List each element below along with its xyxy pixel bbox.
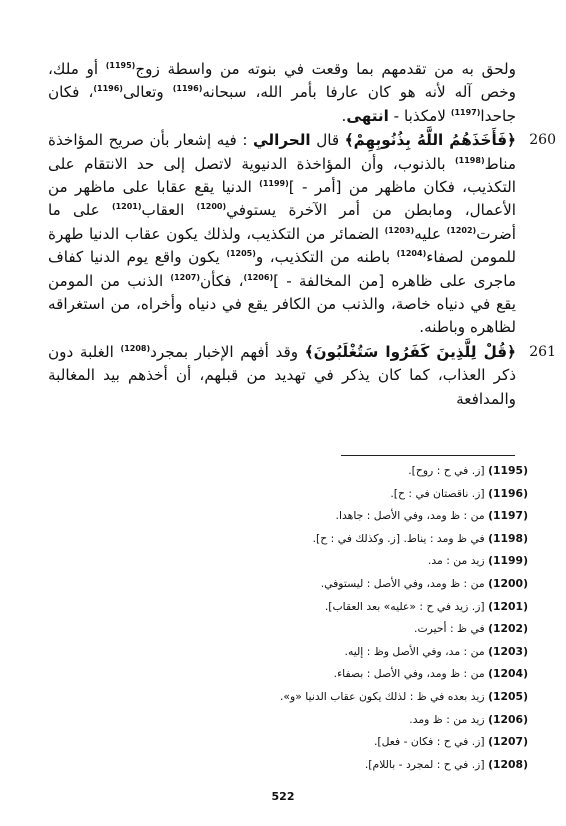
- emphasis-text: انتهى: [346, 106, 389, 125]
- footnote-number: (1206): [488, 712, 528, 726]
- text-run: على ما أضرت: [48, 201, 516, 243]
- footnote-text: من : ظ ومد، وفي الأصل : ليستوفي.: [320, 576, 485, 590]
- footnote-item: [48, 528, 528, 551]
- footnote-item: [48, 754, 528, 777]
- page-number: 522: [271, 790, 295, 803]
- footnote-text: في ظ : أحيرت.: [414, 622, 485, 636]
- entry-paragraph: [48, 129, 556, 340]
- quran-verse: ﴿فَأَخَذَهُمُ اللَّهُ بِذُنُوبِهِمْ﴾: [344, 131, 516, 150]
- text-run: ، فكأن: [199, 271, 244, 290]
- entry-paragraph: [48, 341, 556, 411]
- text-run: وقد أفهم الإخبار بمجرد: [150, 342, 305, 361]
- footnotes: [48, 460, 528, 776]
- footnote-ref: (1200): [196, 202, 227, 212]
- footnote-number: (1205): [488, 689, 528, 703]
- footnote-text: من : ظ ومد، وفي الأصل : جاهدا.: [335, 509, 485, 523]
- footnote-number: (1202): [488, 622, 528, 636]
- footnote-ref: (1203): [384, 225, 415, 235]
- footnote-text: زيد بعده في ظ : لذلك يكون عقاب الدنيا «و».: [279, 689, 485, 703]
- footnote-text: في ظ ومد : يناط. [ز. وكذلك في : ح].: [312, 531, 485, 545]
- paragraph: [48, 58, 516, 128]
- text-run: الغلبة دون ذكر العذاب، كما كان يذكر في تهديد من قبلهم، أن أخذهم بيد المغالبة والمدافعة: [48, 342, 516, 408]
- text-run: الضمائر من التكذيب، ولذلك يكون عقاب الدنيا طهرة للمومن لصفاء: [48, 224, 517, 267]
- text-run: ، فكان جاحدا: [48, 83, 516, 125]
- text-run: يكون واقع يوم الدنيا كفاف ماجرى على ظاهره [من المخالفة - ]: [48, 248, 517, 290]
- footnote-item: [48, 618, 528, 641]
- footnote-number: (1207): [488, 735, 528, 749]
- footnote-number: (1196): [488, 486, 528, 500]
- text-run: عليه: [414, 224, 447, 243]
- footnote-number: (1197): [488, 509, 528, 523]
- text-run: : فيه إشعار بأن صريح المؤاخذة مناط: [48, 131, 516, 173]
- footnote-item: [48, 460, 528, 483]
- text-run: وتعالى: [122, 83, 173, 102]
- footnote-item: [48, 483, 528, 506]
- footnote-text: من : ظ ومد، وفي الأصل : بصفاء.: [333, 667, 485, 681]
- footnote-item: [48, 505, 528, 528]
- footnote-number: (1200): [488, 576, 528, 590]
- footnote-item: [48, 641, 528, 664]
- footnote-number: (1203): [488, 644, 528, 658]
- text-run: باطنه من التكذيب، و: [255, 248, 397, 267]
- footnote-ref: (1196): [93, 84, 123, 94]
- footnote-separator: [341, 455, 515, 456]
- footnote-number: (1199): [488, 554, 528, 568]
- footnote-ref: (1208): [120, 343, 151, 353]
- footnote-text: زيد من : مد.: [427, 554, 485, 568]
- footnote-text: [ز. في ح : لمجرد - باللام].: [364, 757, 485, 771]
- footnote-number: (1201): [488, 599, 528, 613]
- entry-number: 261: [529, 343, 556, 360]
- footnote-item: [48, 709, 528, 732]
- footnote-ref: (1205): [226, 249, 256, 259]
- footnote-ref: (1204): [396, 249, 427, 259]
- footnote-ref: (1201): [111, 202, 142, 212]
- footnote-item: [48, 573, 528, 596]
- footnote-text: [ز. في ح : فكان - فعل].: [373, 735, 485, 749]
- footnote-number: (1195): [488, 464, 528, 477]
- footnote-number: (1198): [488, 531, 528, 545]
- footnote-ref: (1206): [243, 272, 274, 282]
- text-run: لامكذبا -: [388, 106, 451, 125]
- text-run: الذنب من المومن يقع في دنياه خاصة، والذنب من الكافر يقع في دنياه وأخراه، من استغراقه لظاهره وباطنه.: [48, 271, 516, 337]
- footnote-text: [ز. زيد في ح : «عليه» بعد العقاب].: [324, 599, 485, 613]
- footnote-text: [ز. في ح : روح].: [408, 464, 485, 477]
- footnote-item: [48, 596, 528, 619]
- main-text: [48, 58, 556, 411]
- footnote-number: (1204): [488, 667, 528, 681]
- footnote-text: [ز. ناقصتان في : ح].: [390, 486, 485, 500]
- text-run: ولحق به من تقدمهم بما وقعت في بنوته من واسطة زوج: [135, 60, 516, 78]
- footnote-item: [48, 731, 528, 754]
- footnote-text: زيد من : ظ ومد.: [409, 712, 485, 726]
- text-run: الدنيا يقع عقابا على ماظهر من الأعمال، ومابطن من أمر الآخرة يستوفي: [48, 178, 516, 220]
- footnote-ref: (1197): [450, 107, 481, 117]
- footnote-number: (1208): [488, 757, 528, 771]
- entry-number: 260: [529, 132, 556, 149]
- text-run: قال: [310, 131, 345, 150]
- text-run: .: [341, 106, 347, 125]
- footnote-item: [48, 686, 528, 709]
- text-run: أو ملك، وخص آله لأنه هو كان عارفا بأمر الله، سبحانه: [48, 60, 516, 102]
- footnote-text: من : مد، وفي الأصل وظ : إليه.: [344, 644, 485, 658]
- footnote-ref: (1202): [446, 225, 477, 235]
- footnote-ref: (1207): [170, 272, 200, 282]
- quran-verse: ﴿قُلْ لِلَّذِينَ كَفَرُوا سَتُغْلَبُونَ﴾: [304, 342, 516, 361]
- footnote-item: [48, 550, 528, 573]
- author-name: الحرالي: [253, 131, 311, 150]
- text-run: العقاب: [141, 201, 197, 220]
- footnote-item: [48, 663, 528, 686]
- footnote-ref: (1199): [259, 178, 289, 188]
- text-run: بالذنوب، وأن المؤاخذة الدنيوية لاتصل إلى حد الانتقام على التكذيب، فكان ماظهر من [أمر - ]: [48, 154, 517, 197]
- footnote-ref: (1195): [105, 60, 136, 70]
- footnote-ref: (1198): [455, 155, 485, 165]
- footnote-ref: (1196): [172, 84, 203, 94]
